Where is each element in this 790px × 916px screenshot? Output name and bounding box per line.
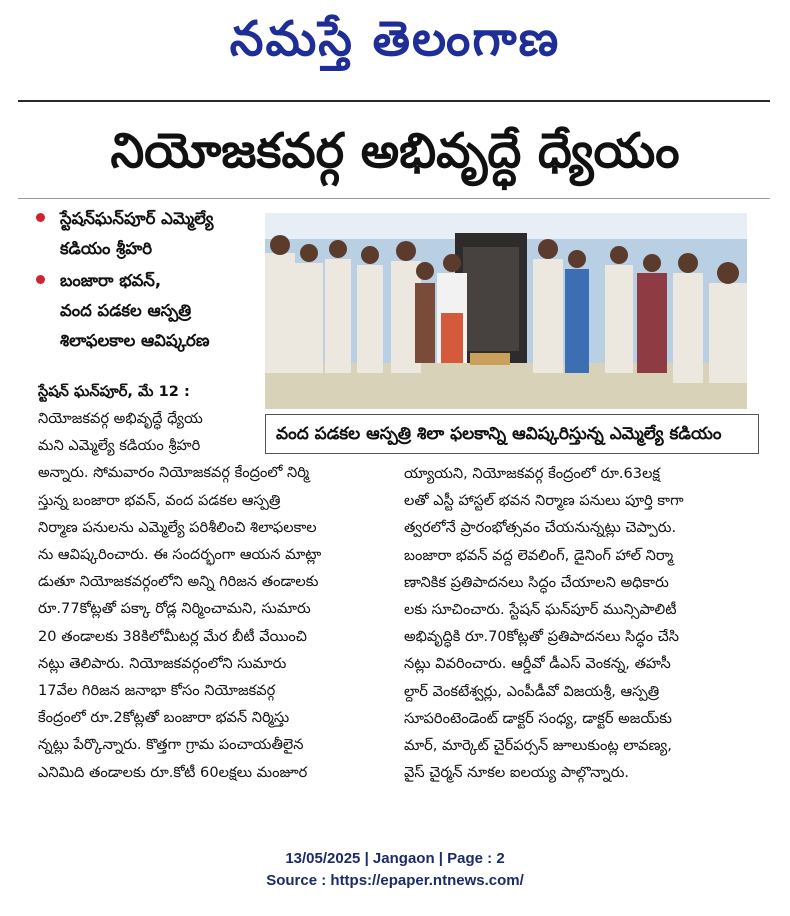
footer-edition-info: 13/05/2025 | Jangaon | Page : 2 xyxy=(285,850,505,867)
photo-caption: వంద పడకల ఆస్పత్రి శిలా ఫలకాన్ని ఆవిష్కరిస్తున్న ఎమ్మెల్యే కడియం xyxy=(265,414,759,454)
headline-divider xyxy=(18,198,770,199)
article-line: నట్లు తెలిపారు. నియోజకవర్గంలోని సుమారు xyxy=(38,654,287,672)
page-footer xyxy=(0,848,790,892)
article-line: సూపరింటెండెంట్ డాక్టర్ సంధ్య, డాక్టర్ అజయ్‌కు xyxy=(404,709,672,727)
article-line: ను ఆవిష్కరించారు. ఈ సందర్భంగా ఆయన మాట్లా xyxy=(38,546,322,564)
article-line: మని ఎమ్మెల్యే కడియం శ్రీహరి xyxy=(38,437,201,455)
article-line: ల్దార్ వెంకటేశ్వర్లు, ఎంపీడీవో విజయశ్రీ, ఆస్పత్రి xyxy=(404,682,660,700)
event-photo xyxy=(265,213,747,409)
article-line: మార్, మార్కెట్ చైర్‌పర్సన్ జూలుకుంట్ల లావణ్య, xyxy=(404,737,672,755)
bullet-line: బంజారా భవన్, xyxy=(60,271,162,290)
article-line: నియోజకవర్గ అభివృద్ధే ధ్యేయ xyxy=(38,410,203,427)
article-line: అన్నారు. సోమవారం నియోజకవర్గ కేంద్రంలో నిర్మి xyxy=(38,464,310,482)
article-line: స్తున్న బంజారా భవన్, వంద పడకల ఆస్పత్రి xyxy=(38,491,281,509)
article-line: య్యాయని, నియోజకవర్గ కేంద్రంలో రూ.63లక్ష xyxy=(404,465,661,482)
newspaper-masthead xyxy=(0,2,790,76)
article-column-1 xyxy=(38,405,398,786)
bullet-line: కడియం శ్రీహరి xyxy=(60,239,153,258)
article-line: నట్లు వివరించారు. ఆర్డీవో డీఎస్ వెంకన్న, తహసీ xyxy=(404,655,671,673)
bullet-line: స్టేషన్‌ఘన్‌పూర్ ఎమ్మెల్యే xyxy=(60,209,214,228)
bullet-line: శిలాఫలకాల ఆవిష్కరణ xyxy=(60,331,210,350)
bullet-dot-icon xyxy=(36,275,45,284)
article-dateline: స్టేషన్ ఘన్‌పూర్, మే 12 : xyxy=(38,383,190,400)
article-line: అభివృద్ధికి రూ.70కోట్లతో ప్రతిపాదనలు సిద్ధం చేసి xyxy=(404,628,679,646)
article-line: న్నట్లు పేర్కొన్నారు. కొత్తగా గ్రామ పంచాయతీలైన xyxy=(38,736,304,754)
article-column-1-lead xyxy=(38,378,260,405)
article-line: లతో ఎస్టీ హాస్టల్ భవన నిర్మాణ పనులు పూర్తి కాగా xyxy=(404,492,684,510)
article-line: నిర్మాణ పనులను ఎమ్మెల్యే పరిశీలించి శిలాఫలకాల xyxy=(38,518,317,536)
footer-source-link[interactable]: Source : https://epaper.ntnews.com/ xyxy=(266,872,524,889)
article-line: బంజారా భవన్ వద్ద లెవలింగ్, డైనింగ్ హాల్ నిర్మా xyxy=(404,546,674,564)
article-line: త్వరలోనే ప్రారంభోత్సవం చేయనున్నట్లు చెప్పారు. xyxy=(404,519,677,537)
article-line: కేంద్రంలో రూ.2కోట్లతో బంజారా భవన్ నిర్మిస్తు xyxy=(38,709,290,727)
masthead-title: నమస్తే తెలంగాణ xyxy=(229,11,561,67)
article-headline: నియోజకవర్గ అభివృద్ధే ధ్యేయం xyxy=(110,123,680,179)
article-line: 20 తండాలకు 38కిలోమీటర్ల మేర బీటీ వేయించి xyxy=(38,627,307,645)
article-line: వైస్ చైర్మన్ నూకల ఐలయ్య పాల్గొన్నారు. xyxy=(404,764,630,782)
article-line: ఎనిమిది తండాలకు రూ.కోటీ 60లక్షలు మంజూర xyxy=(38,763,308,781)
masthead-divider xyxy=(18,100,770,102)
bullet-dot-icon xyxy=(36,213,45,222)
article-line: 17వేల గిరిజన జనాభా కోసం నియోజకవర్గ xyxy=(38,682,276,700)
bullet-item xyxy=(28,204,268,264)
event-photo-illustration xyxy=(265,213,747,409)
article-line: ణానికిక ప్రతిపాదనలు సిద్ధం చేయాలని అధికారు xyxy=(404,573,669,591)
article-line: లకు సూచించారు. స్టేషన్ ఘన్‌పూర్ మున్సిపాలిటీ xyxy=(404,601,677,619)
highlight-bullets xyxy=(28,204,268,356)
bullet-item xyxy=(28,266,268,356)
article-line: రూ.77కోట్లతో పక్కా రోడ్ల నిర్మించామని, సుమారు xyxy=(38,600,311,618)
article-column-2 xyxy=(404,460,760,786)
article-line: డుతూ నియోజకవర్గంలోని అన్ని గిరిజన తండాలకు xyxy=(38,573,319,591)
bullet-line: వంద పడకల ఆస్పత్రి xyxy=(60,301,192,320)
